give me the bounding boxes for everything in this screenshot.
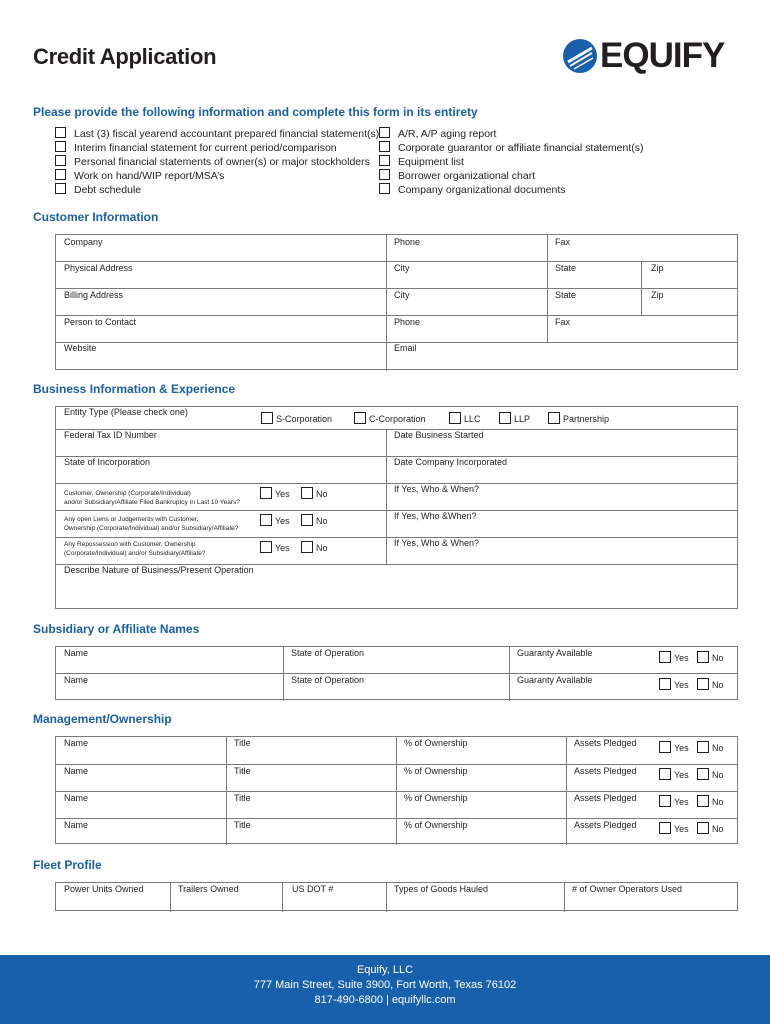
fleet-heading: Fleet Profile [33, 858, 102, 872]
checkbox[interactable] [379, 141, 390, 152]
subsidiary-name-field[interactable]: Name [64, 675, 89, 685]
date-incorporated-field[interactable]: Date Company Incorporated [394, 457, 508, 467]
subsidiary-grid [55, 646, 738, 700]
checkbox[interactable] [301, 514, 313, 526]
fax-field[interactable]: Fax [555, 237, 571, 247]
assets-pledged-label: Assets Pledged [574, 766, 637, 776]
col-divider [170, 883, 171, 912]
billing-zip-field[interactable]: Zip [651, 290, 664, 300]
subsidiary-guaranty-label: Guaranty Available [517, 675, 593, 685]
management-grid [55, 736, 738, 844]
assets-no[interactable] [697, 768, 724, 781]
checkbox[interactable] [260, 514, 272, 526]
owner-title-field[interactable]: Title [234, 793, 251, 803]
owner-name-field[interactable]: Name [64, 738, 89, 748]
assets-no[interactable] [697, 822, 724, 835]
owner-name-field[interactable]: Name [64, 820, 89, 830]
no-label: No [712, 653, 724, 663]
business-info-grid [55, 406, 738, 609]
owner-title-field[interactable]: Title [234, 766, 251, 776]
checkbox[interactable] [301, 541, 313, 553]
row-divider [56, 261, 737, 262]
yes-label: Yes [674, 743, 689, 753]
yes-label: Yes [275, 489, 290, 499]
option-label: S-Corporation [276, 414, 333, 424]
checkbox[interactable] [548, 412, 560, 424]
entity-partnership-option[interactable] [548, 412, 609, 425]
col-divider [283, 647, 284, 701]
contact-phone-field[interactable]: Phone [394, 317, 421, 327]
customer-info-heading: Customer Information [33, 210, 159, 224]
owner-percent-field[interactable]: % of Ownership [404, 793, 468, 803]
checkbox[interactable] [379, 183, 390, 194]
checkbox[interactable] [260, 487, 272, 499]
customer-info-grid [55, 234, 738, 370]
checklist-label: A/R, A/P aging report [398, 128, 497, 140]
liens-no[interactable] [301, 514, 328, 527]
state-field[interactable]: State [555, 263, 577, 273]
checklist-item[interactable] [55, 127, 379, 141]
no-label: No [316, 516, 328, 526]
entity-s-corp-option[interactable] [261, 412, 332, 425]
equify-logo-icon [562, 38, 598, 74]
subsidiary-state-field[interactable]: State of Operation [291, 648, 365, 658]
checkbox[interactable] [379, 127, 390, 138]
entity-llc-option[interactable] [449, 412, 481, 425]
contact-person-field[interactable]: Person to Contact [64, 317, 137, 327]
billing-state-field[interactable]: State [555, 290, 577, 300]
checkbox[interactable] [379, 155, 390, 166]
option-label: LLC [464, 414, 481, 424]
contact-fax-field[interactable]: Fax [555, 317, 571, 327]
checklist-item[interactable] [379, 141, 644, 155]
assets-pledged-label: Assets Pledged [574, 793, 637, 803]
footer-contact[interactable]: 817-490-6800 | equifyllc.com [314, 994, 456, 1006]
yes-label: Yes [674, 680, 689, 690]
yes-label: Yes [674, 653, 689, 663]
guaranty-yes[interactable] [659, 678, 689, 691]
assets-yes[interactable] [659, 741, 689, 754]
col-divider [226, 737, 227, 845]
footer [0, 955, 770, 1024]
assets-yes[interactable] [659, 795, 689, 808]
checkbox[interactable] [697, 768, 709, 780]
owner-percent-field[interactable]: % of Ownership [404, 766, 468, 776]
col-divider [566, 737, 567, 845]
no-label: No [712, 680, 724, 690]
billing-address-field[interactable]: Billing Address [64, 290, 124, 300]
assets-pledged-label: Assets Pledged [574, 738, 637, 748]
checklist-label: Corporate guarantor or affiliate financial statement(s) [398, 142, 644, 154]
checklist-label: Debt schedule [74, 184, 142, 196]
liens-followup-field[interactable]: If Yes, Who &When? [394, 511, 477, 521]
owner-percent-field[interactable]: % of Ownership [404, 820, 468, 830]
checklist-item[interactable] [55, 141, 337, 155]
checkbox[interactable] [261, 412, 273, 424]
col-divider [509, 647, 510, 701]
owner-title-field[interactable]: Title [234, 820, 251, 830]
checklist-item[interactable] [379, 183, 566, 197]
bankruptcy-followup-field[interactable]: If Yes, Who & When? [394, 484, 480, 494]
liens-yes[interactable] [260, 514, 290, 527]
yes-label: Yes [275, 543, 290, 553]
question-line: and/or Subsidiary/Affiliate Filed Bankruptcy In Last 10 Years? [64, 499, 240, 506]
physical-address-field[interactable]: Physical Address [64, 263, 133, 273]
page-title: Credit Application [33, 44, 217, 69]
question-line: (Corporate/Individual) and/or Subsidiary/Affiliate? [64, 550, 206, 557]
management-heading: Management/Ownership [33, 712, 172, 726]
subsidiary-heading: Subsidiary or Affiliate Names [33, 622, 200, 636]
assets-no[interactable] [697, 795, 724, 808]
power-units-field[interactable]: Power Units Owned [64, 884, 144, 894]
subsidiary-state-field[interactable]: State of Operation [291, 675, 365, 685]
owner-percent-field[interactable]: % of Ownership [404, 738, 468, 748]
owner-operators-field[interactable]: # of Owner Operators Used [572, 884, 683, 894]
checkbox[interactable] [697, 822, 709, 834]
row-divider [56, 673, 737, 674]
assets-yes[interactable] [659, 822, 689, 835]
checkbox[interactable] [55, 141, 66, 152]
no-label: No [316, 489, 328, 499]
guaranty-yes[interactable] [659, 651, 689, 664]
checkbox[interactable] [55, 127, 66, 138]
yes-label: Yes [674, 770, 689, 780]
question-line: Ownership (Corporate/Individual) and/or Subsidiary/Affiliate? [64, 525, 239, 532]
checkbox[interactable] [697, 678, 709, 690]
state-incorporation-field[interactable]: State of Incorporation [64, 457, 151, 467]
checkbox[interactable] [55, 155, 66, 166]
checklist-label: Last (3) fiscal yearend accountant prepared financial statement(s) [74, 128, 380, 140]
checklist-label: Equipment list [398, 156, 464, 168]
trailers-field[interactable]: Trailers Owned [178, 884, 239, 894]
checkbox[interactable] [659, 651, 671, 663]
entity-c-corp-option[interactable] [354, 412, 426, 425]
yes-label: Yes [674, 797, 689, 807]
checkbox[interactable] [260, 541, 272, 553]
website-field[interactable]: Website [64, 343, 97, 353]
checklist-label: Company organizational documents [398, 184, 566, 196]
no-label: No [712, 824, 724, 834]
question-line: Any open Liens or Judgements with Customer, [64, 516, 199, 523]
repossession-yes[interactable] [260, 541, 290, 554]
checkbox[interactable] [659, 822, 671, 834]
entity-type-label: Entity Type (Please check one) [64, 407, 188, 417]
yes-label: Yes [674, 824, 689, 834]
col-divider [547, 235, 548, 342]
col-divider [386, 235, 387, 371]
row-divider [56, 315, 737, 316]
checklist-item[interactable] [55, 155, 370, 169]
checklist-item[interactable] [55, 169, 224, 183]
col-divider [641, 261, 642, 315]
assets-pledged-label: Assets Pledged [574, 820, 637, 830]
repossession-question [64, 540, 206, 558]
checklist-item[interactable] [379, 127, 496, 141]
checklist-item[interactable] [55, 183, 141, 197]
bankruptcy-no[interactable] [301, 487, 328, 500]
col-divider [564, 883, 565, 912]
zip-field[interactable]: Zip [651, 263, 664, 273]
repossession-no[interactable] [301, 541, 328, 554]
checklist-label: Interim financial statement for current period/comparison [74, 142, 337, 154]
guaranty-no[interactable] [697, 651, 724, 664]
no-label: No [712, 770, 724, 780]
assets-no[interactable] [697, 741, 724, 754]
checkbox[interactable] [697, 795, 709, 807]
question-line: Customer, Ownership (Corporate/Individual) [64, 490, 191, 497]
us-dot-field[interactable]: US DOT # [292, 884, 334, 894]
checklist-item[interactable] [379, 169, 535, 183]
city-field[interactable]: City [394, 263, 410, 273]
col-divider [386, 883, 387, 912]
subsidiary-guaranty-label: Guaranty Available [517, 648, 593, 658]
checkbox[interactable] [659, 768, 671, 780]
subsidiary-name-field[interactable]: Name [64, 648, 89, 658]
col-divider [396, 737, 397, 845]
option-label: LLP [514, 414, 531, 424]
owner-title-field[interactable]: Title [234, 738, 251, 748]
no-label: No [712, 797, 724, 807]
bankruptcy-yes[interactable] [260, 487, 290, 500]
bankruptcy-question [64, 489, 240, 507]
brand-logo-text: EQUIFY [600, 36, 725, 75]
email-field[interactable]: Email [394, 343, 417, 353]
checkbox[interactable] [354, 412, 366, 424]
owner-name-field[interactable]: Name [64, 766, 89, 776]
goods-hauled-field[interactable]: Types of Goods Hauled [394, 884, 489, 894]
fleet-grid [55, 882, 738, 911]
guaranty-no[interactable] [697, 678, 724, 691]
checkbox[interactable] [55, 183, 66, 194]
checkbox[interactable] [659, 678, 671, 690]
checkbox[interactable] [659, 741, 671, 753]
footer-company: Equify, LLC [356, 964, 414, 976]
company-field[interactable]: Company [64, 237, 103, 247]
checkbox[interactable] [659, 795, 671, 807]
footer-address: 777 Main Street, Suite 3900, Fort Worth, Texas 76102 [253, 979, 517, 991]
entity-llp-option[interactable] [499, 412, 530, 425]
assets-yes[interactable] [659, 768, 689, 781]
checklist-label: Borrower organizational chart [398, 170, 536, 182]
business-description-field[interactable]: Describe Nature of Business/Present Operation [64, 565, 254, 575]
option-label: C-Corporation [369, 414, 426, 424]
checklist-label: Personal financial statements of owner(s) or major stockholders [74, 156, 370, 168]
checkbox[interactable] [697, 651, 709, 663]
checkbox[interactable] [499, 412, 511, 424]
row-divider [56, 288, 737, 289]
checkbox[interactable] [697, 741, 709, 753]
liens-question [64, 515, 238, 533]
question-line: Any Repossession with Customer, Ownership [64, 541, 196, 548]
no-label: No [712, 743, 724, 753]
yes-label: Yes [275, 516, 290, 526]
federal-tax-id-field[interactable]: Federal Tax ID Number [64, 430, 157, 440]
business-info-heading: Business Information & Experience [33, 382, 236, 396]
date-started-field[interactable]: Date Business Started [394, 430, 484, 440]
repossession-followup-field[interactable]: If Yes, Who & When? [394, 538, 480, 548]
instructions-heading: Please provide the following information and complete this form in its entirety [33, 105, 478, 119]
option-label: Partnership [563, 414, 610, 424]
owner-name-field[interactable]: Name [64, 793, 89, 803]
col-divider [386, 429, 387, 564]
checkbox[interactable] [301, 487, 313, 499]
checklist-label: Work on hand/WIP report/MSA’s [74, 170, 225, 182]
no-label: No [316, 543, 328, 553]
billing-city-field[interactable]: City [394, 290, 410, 300]
checklist-item[interactable] [379, 155, 464, 169]
phone-field[interactable]: Phone [394, 237, 421, 247]
col-divider [282, 883, 283, 912]
checkbox[interactable] [379, 169, 390, 180]
checkbox[interactable] [55, 169, 66, 180]
checkbox[interactable] [449, 412, 461, 424]
